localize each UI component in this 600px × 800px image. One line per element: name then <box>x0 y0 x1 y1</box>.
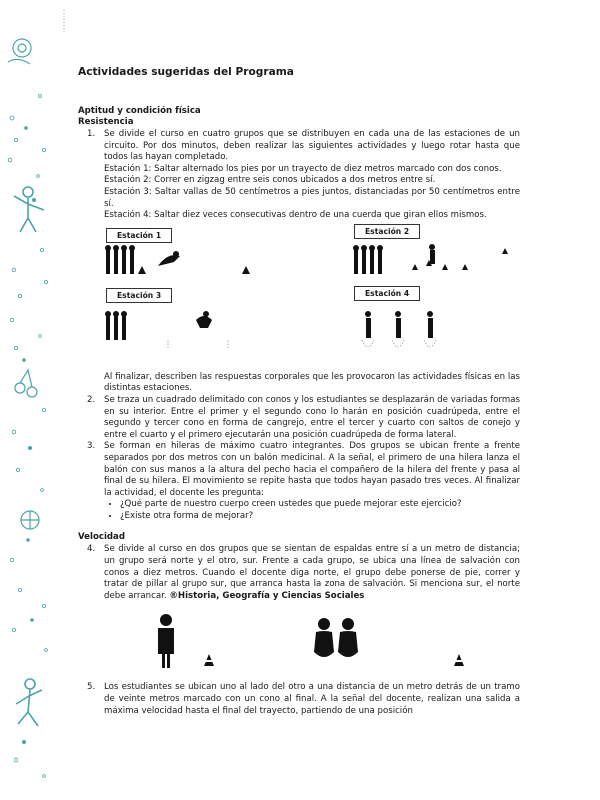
station-label-4: Estación 4 <box>354 286 420 301</box>
question-item: • ¿Qué parte de nuestro cuerpo creen ustedes que puede mejorar este ejercicio? <box>120 499 520 511</box>
station-4-text: Estación 4: Saltar diez veces consecutivas dentro de una cuerda que giran ellos mismos. <box>104 210 487 221</box>
item-text: Se forman en hileras de máximo cuatro integrantes. Dos grupos se ubican frente a frente separados por dos metros con un balón medicinal. A la señal, el primero de una hilera lanza el balón con sus manos a la altura del pecho hacia el compañero de la hilera del frente y pasa al final de su hilera. El movimiento se repite hasta que todos hayan pasado tres veces. Al finalizar la actividad, el docente les pregunta: <box>104 441 520 498</box>
activity-item-1 <box>78 129 520 164</box>
subsection-speed: Velocidad <box>78 532 126 543</box>
station-label-1: Estación 1 <box>106 228 172 243</box>
item-text: Los estudiantes se ubican uno al lado del otro a una distancia de un metro detrás de un tramo de veinte metros marcado con un cono al final. A la señal del docente, realizan una salida a máxima velocidad hasta el final del trayecto, partiendo de una posición <box>104 682 520 716</box>
station-label-2: Estación 2 <box>354 224 420 239</box>
item-number: 5. <box>87 682 96 693</box>
cross-curricular-tag: ®Historia, Geografía y Ciencias Sociales <box>169 590 365 601</box>
question-list <box>78 499 520 522</box>
speed-illustration <box>78 608 520 670</box>
vertical-dotted-rule <box>0 0 70 40</box>
document-title: Actividades sugeridas del Programa <box>78 66 294 78</box>
item-text: Se traza un cuadrado delimitado con conos y los estudiantes se desplazarán de variadas formas en su interior. Entre el primer y el segundo cono lo harán en posición cuadrúpeda, entre el segundo y tercer cono en forma de cangrejo, entre el tercer y cuarto con saltos de conejo y entre el cuarto y el primero ejecutarán una posición cuadrúpeda de forma lateral. <box>104 394 520 440</box>
station-3-text: Estación 3: Saltar vallas de 50 centímetros a pies juntos, distanciadas por 50 centímetros entre sí. <box>104 186 520 209</box>
item-text: Se divide el curso en cuatro grupos que se distribuyen en cada una de las estaciones de un circuito. Por dos minutos, deben realizar las siguientes actividades y luego rotar hasta que todos las hayan completado. <box>104 129 520 163</box>
station-label-3: Estación 3 <box>106 288 172 303</box>
station-2-text: Estación 2: Correr en zigzag entre seis conos ubicados a dos metros entre sí. <box>104 175 436 186</box>
item-number: 1. <box>87 129 96 139</box>
activity-item-5 <box>78 682 520 717</box>
item-text: Se divide al curso en dos grupos que se sientan de espaldas entre sí a un metro de distancia; un grupo será norte y el otro, sur. Frente a cada grupo, se ubica una línea de salvación con conos a diez metros. Cuando el docente diga norte, el grupo debe ponerse de pie, correr y tratar de pillar al grupo sur, que arranca hasta la zona de salvación. Si menciona sur, el norte debe arrancar. <box>104 544 520 601</box>
question-item: • ¿Existe otra forma de mejorar? <box>120 511 520 523</box>
stations-drawing <box>78 228 520 368</box>
margin-decoration <box>0 0 70 800</box>
item-number: 3. <box>87 441 96 452</box>
stations-illustration <box>78 228 520 368</box>
section-title: Aptitud y condición física <box>78 106 201 116</box>
activity-item-2 <box>78 395 520 441</box>
station-1-text: Estación 1: Saltar alternado los pies por un trayecto de diez metros marcado con dos conos. <box>104 163 502 174</box>
speed-drawing <box>78 608 520 670</box>
subsection-resistance: Resistencia <box>78 117 134 127</box>
item-number: 2. <box>87 394 96 405</box>
activity-item-3 <box>78 441 520 499</box>
activity-item-4 <box>78 544 520 602</box>
after-figure-text: Al finalizar, describen las respuestas corporales que les provocaron las actividades físicas en las distintas estaciones. <box>104 371 520 394</box>
document-page <box>78 58 520 717</box>
item-number: 4. <box>87 544 96 555</box>
